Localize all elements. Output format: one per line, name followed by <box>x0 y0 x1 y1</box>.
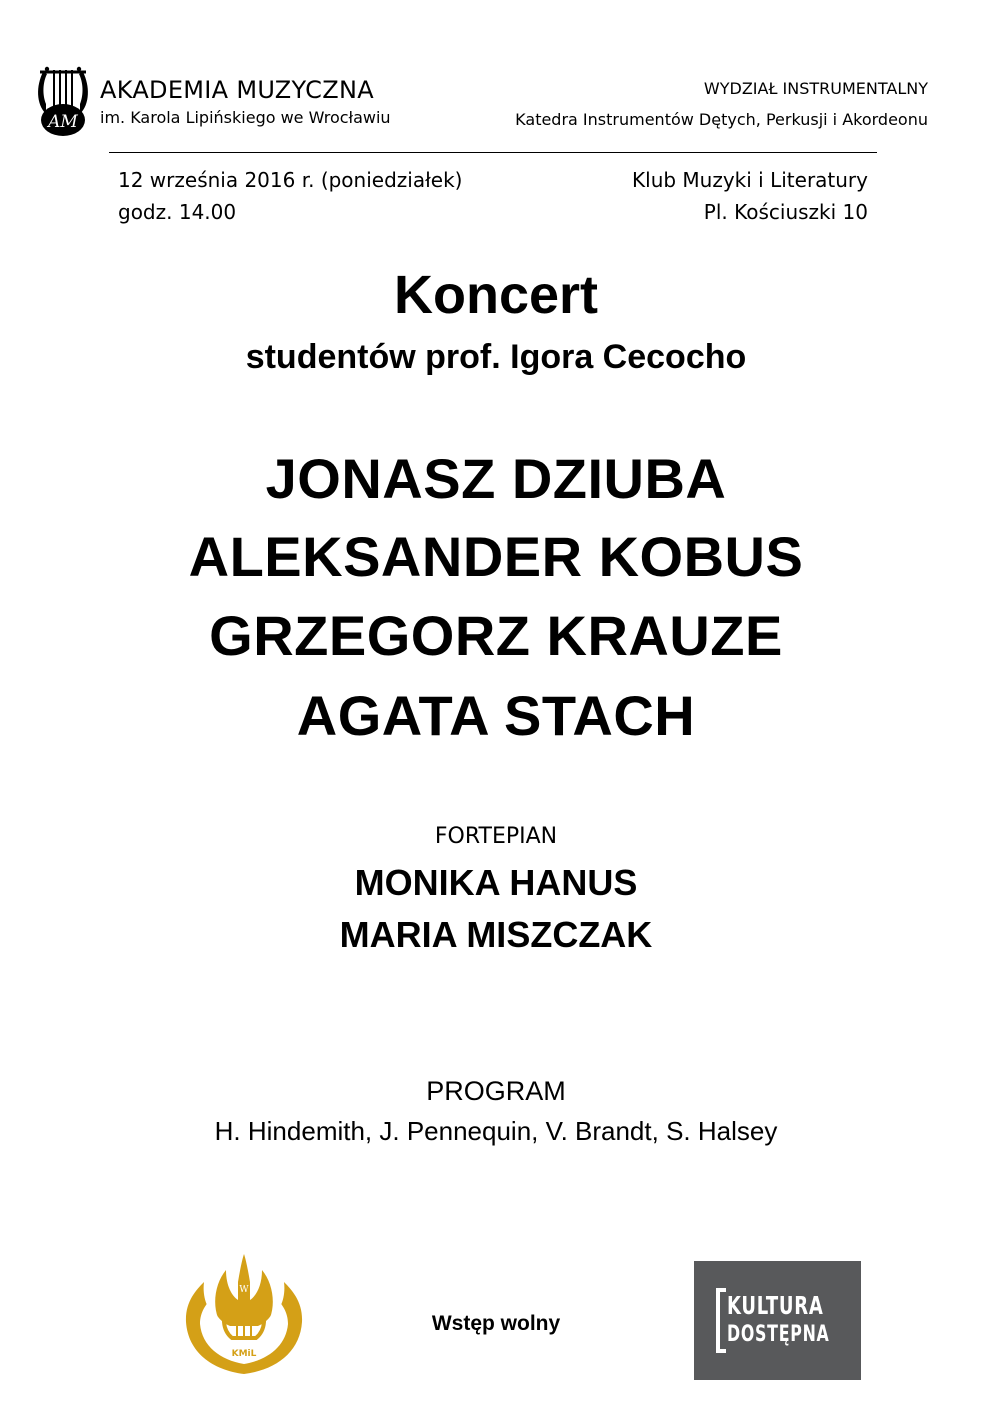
event-date: 12 września 2016 r. (poniedziałek) <box>118 168 463 192</box>
faculty-name: WYDZIAŁ INSTRUMENTALNY <box>703 79 928 98</box>
performer-name: GRZEGORZ KRAUZE <box>209 604 783 667</box>
concert-subtitle: studentów prof. Igora Cecocho <box>245 338 747 376</box>
academy-lyre-logo <box>34 64 92 138</box>
performer-name: JONASZ DZIUBA <box>265 447 727 510</box>
pianist-name: MARIA MISZCZAK <box>339 914 653 955</box>
pianist-name: MONIKA HANUS <box>354 862 638 903</box>
kultura-logo-line2: DOSTĘPNA <box>727 1322 830 1347</box>
concert-title: Koncert <box>393 265 599 325</box>
piano-label: FORTEPIAN <box>434 824 558 849</box>
kultura-dostepna-logo <box>694 1261 861 1380</box>
kultura-bracket-icon <box>716 1288 726 1353</box>
program-composers: H. Hindemith, J. Pennequin, V. Brandt, S. Halsey <box>214 1116 778 1146</box>
academy-logo-monogram: AM <box>48 112 78 132</box>
kmil-logo-letter: W <box>239 1285 249 1295</box>
program-label: PROGRAM <box>426 1076 566 1106</box>
performer-name: AGATA STACH <box>296 684 696 747</box>
kultura-logo-line1: KULTURA <box>727 1291 824 1320</box>
header-divider <box>109 152 877 153</box>
department-name: Katedra Instrumentów Dętych, Perkusji i Akordeonu <box>515 110 928 129</box>
academy-name: AKADEMIA MUZYCZNA <box>100 76 374 104</box>
entry-info: Wstęp wolny <box>431 1312 561 1335</box>
kmil-logo-text: KMiL <box>231 1349 257 1359</box>
academy-subtitle: im. Karola Lipińskiego we Wrocławiu <box>100 108 391 127</box>
venue-name: Klub Muzyki i Literatury <box>632 168 868 192</box>
event-time: godz. 14.00 <box>118 200 237 224</box>
performer-name: ALEKSANDER KOBUS <box>188 525 804 588</box>
venue-address: Pl. Kościuszki 10 <box>703 200 868 224</box>
